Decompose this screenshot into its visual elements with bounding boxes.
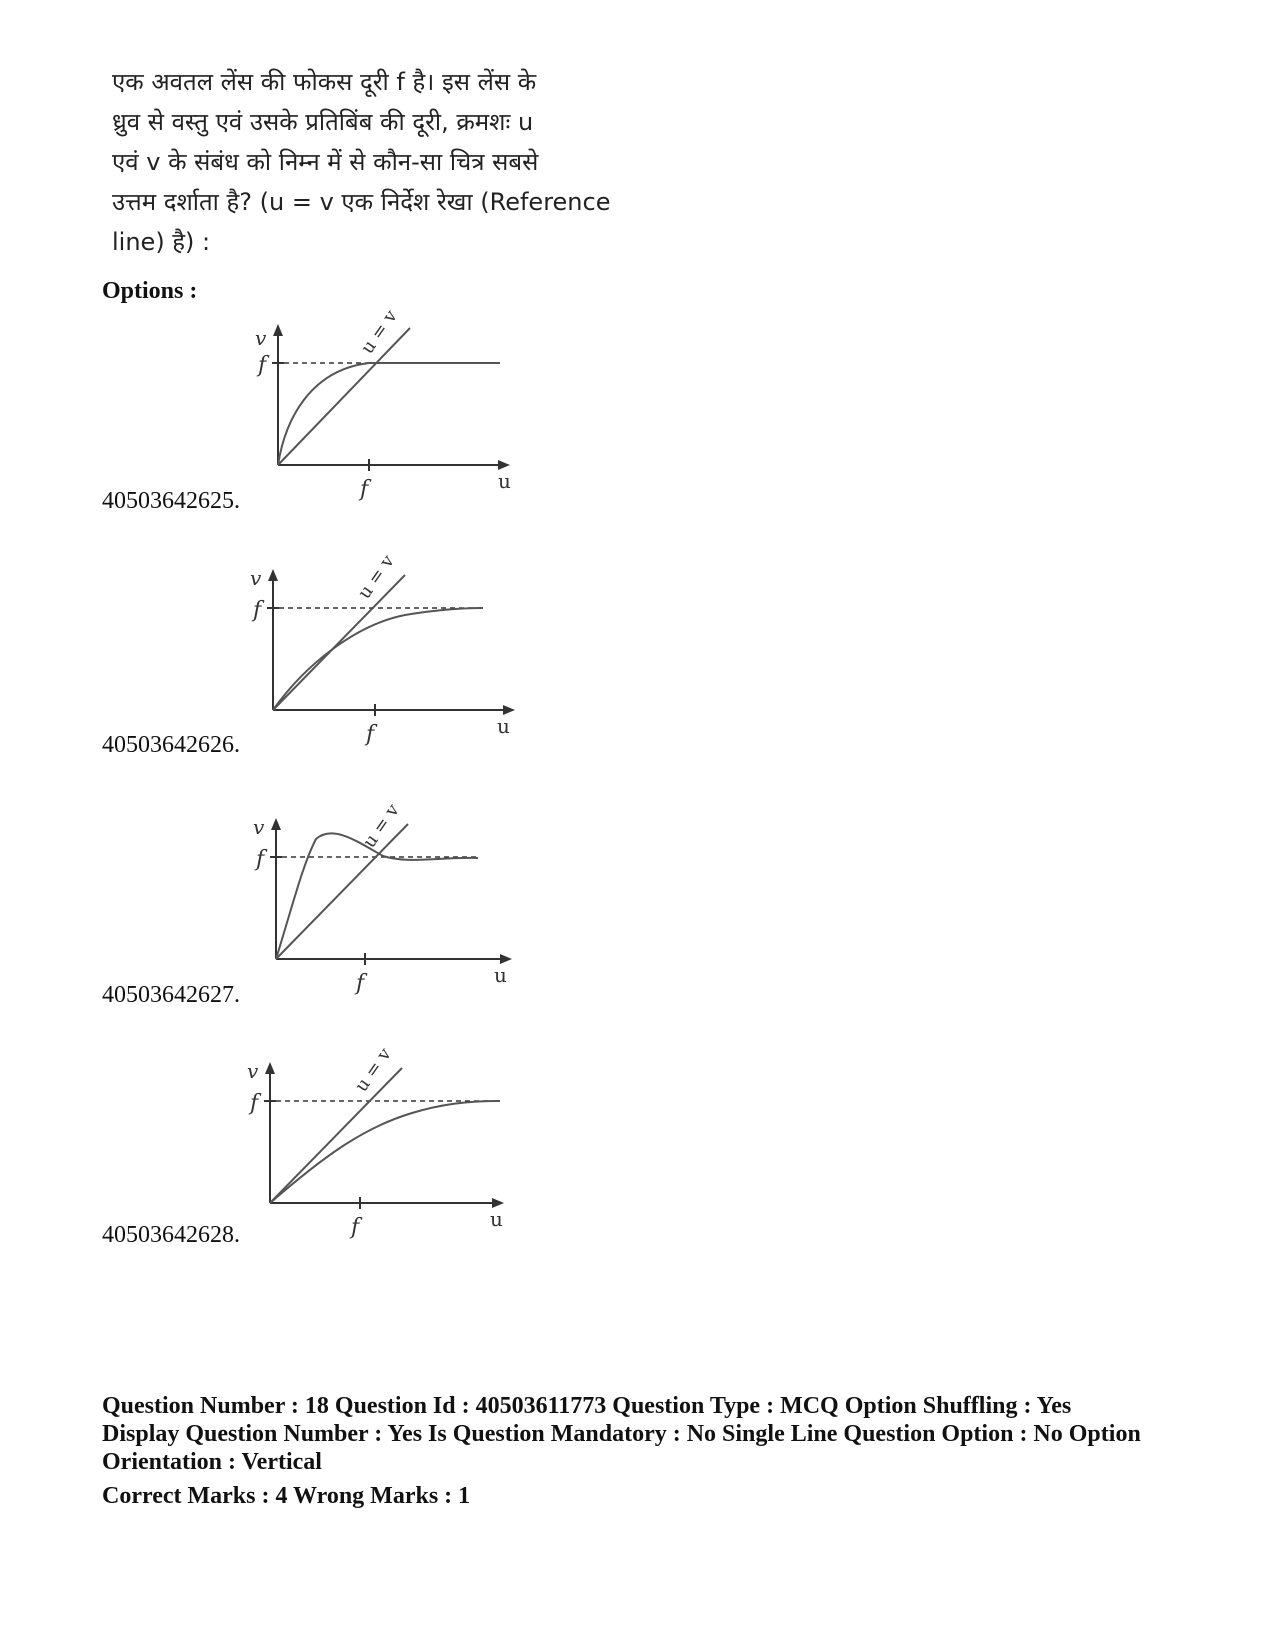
v-u-curve <box>270 1101 500 1203</box>
option-id: 40503642627. <box>102 982 240 1008</box>
options-label: Options : <box>102 278 198 304</box>
question-line: ध्रुव से वस्तु एवं उसके प्रतिबिंब की दूरी, क्रमशः u <box>112 108 534 136</box>
x-axis-label: u <box>490 1207 503 1231</box>
y-axis-label: v <box>247 1059 259 1083</box>
u-equals-v-label: u = v <box>358 800 404 852</box>
x-axis-label: u <box>494 963 507 987</box>
y-axis-arrow <box>273 324 283 336</box>
v-u-curve <box>278 363 500 465</box>
f-label-x: f <box>351 1215 360 1240</box>
question-metadata <box>102 1392 1202 1510</box>
y-axis-arrow <box>265 1062 275 1074</box>
option-id: 40503642626. <box>102 732 240 758</box>
f-label-y: f <box>253 598 262 623</box>
x-axis-label: u <box>498 469 511 493</box>
question-line: एवं v के संबंध को निम्न में से कौन-सा चित्र सबसे <box>112 148 539 176</box>
v-u-curve <box>273 608 483 710</box>
question-line: उत्तम दर्शाता है? (u = v एक निर्देश रेखा (Reference <box>112 188 611 216</box>
option-1-graph[interactable] <box>250 306 550 510</box>
f-label-y: f <box>258 353 267 378</box>
u-equals-v-label: u = v <box>356 306 402 358</box>
f-label-x: f <box>356 971 365 996</box>
option-3-graph[interactable] <box>248 800 548 1004</box>
option-2-graph[interactable] <box>245 551 545 755</box>
question-line: line) है) : <box>112 228 211 256</box>
y-axis-arrow <box>268 569 278 581</box>
u-equals-v-label: u = v <box>353 551 399 603</box>
option-id: 40503642628. <box>102 1222 240 1248</box>
f-label-x: f <box>366 722 375 747</box>
f-label-x: f <box>360 477 369 502</box>
u-equals-v-line <box>270 1068 402 1203</box>
option-id: 40503642625. <box>102 488 240 514</box>
y-axis-label: v <box>250 566 262 590</box>
u-equals-v-line <box>278 328 410 465</box>
y-axis-label: v <box>255 326 267 350</box>
y-axis-label: v <box>253 815 265 839</box>
meta-line: Display Question Number : Yes Is Question Mandatory : No Single Line Question Option : No Option <box>102 1421 1141 1447</box>
option-4-graph[interactable] <box>242 1044 542 1248</box>
question-line: एक अवतल लेंस की फोकस दूरी f है। इस लेंस के <box>112 68 537 96</box>
meta-line: Question Number : 18 Question Id : 40503611773 Question Type : MCQ Option Shuffling : Yes <box>102 1393 1072 1419</box>
x-axis-label: u <box>497 714 510 738</box>
f-label-y: f <box>250 1091 259 1116</box>
v-u-curve <box>276 833 478 959</box>
question-text <box>112 62 612 262</box>
meta-line: Orientation : Vertical <box>102 1449 322 1475</box>
u-equals-v-label: u = v <box>350 1044 396 1096</box>
f-label-y: f <box>256 847 265 872</box>
u-equals-v-line <box>273 575 405 710</box>
marks-line: Correct Marks : 4 Wrong Marks : 1 <box>102 1483 471 1509</box>
y-axis-arrow <box>271 818 281 830</box>
